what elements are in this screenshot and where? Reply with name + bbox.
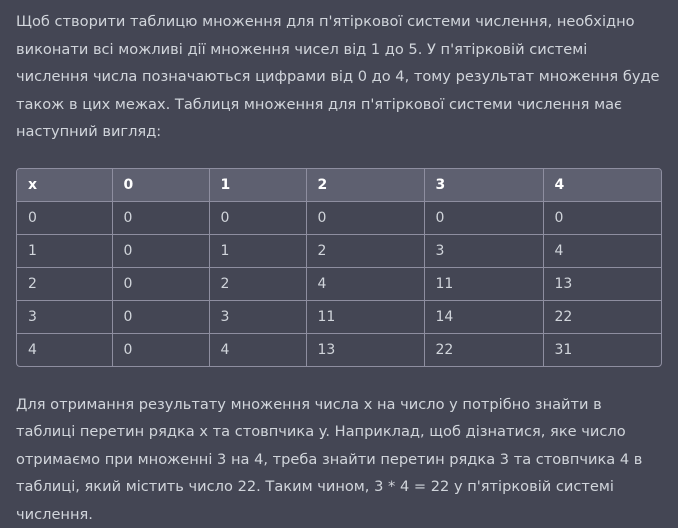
table-cell: 13	[306, 333, 424, 366]
header-cell: 0	[112, 169, 209, 202]
chat-message	[16, 8, 662, 528]
table-cell: 3	[17, 300, 112, 333]
intro-paragraph: Щоб створити таблицю множення для п'ятіркової системи числення, необхідно виконати всі можливі дії множення чисел від 1 до 5. У п'ятірковій системі числення числа позначаються цифрами від 0 до 4, тому результат множення буде також в цих межах. Таблиця множення для п'ятіркової системи числення має наступний вигляд:	[16, 8, 662, 146]
table-cell: 22	[424, 333, 543, 366]
table-cell: 13	[543, 267, 661, 300]
table-cell: 0	[17, 201, 112, 234]
table-cell: 0	[112, 234, 209, 267]
table-cell: 4	[306, 267, 424, 300]
table-cell: 3	[209, 300, 306, 333]
header-cell: 3	[424, 169, 543, 202]
header-cell: 1	[209, 169, 306, 202]
header-cell: x	[17, 169, 112, 202]
table-row	[17, 333, 661, 366]
table	[17, 169, 661, 366]
table-header-row	[17, 169, 661, 202]
table-cell: 1	[17, 234, 112, 267]
outro-paragraph: Для отримання результату множення числа x на число y потрібно знайти в таблиці перетин рядка x та стовпчика y. Наприклад, щоб дізнатися, яке число отримаємо при множенні 3 на 4, треба знайти перетин рядка 3 та стовпчика 4 в таблиці, який містить число 22. Таким чином, 3 * 4 = 22 у п'ятірковій системі числення.	[16, 391, 662, 528]
table-cell: 0	[112, 201, 209, 234]
table-cell: 22	[543, 300, 661, 333]
multiplication-table	[16, 168, 662, 367]
table-row	[17, 300, 661, 333]
table-cell: 2	[17, 267, 112, 300]
table-cell: 4	[543, 234, 661, 267]
table-cell: 31	[543, 333, 661, 366]
table-cell: 3	[424, 234, 543, 267]
table-cell: 14	[424, 300, 543, 333]
header-cell: 2	[306, 169, 424, 202]
table-cell: 2	[209, 267, 306, 300]
table-cell: 2	[306, 234, 424, 267]
table-cell: 0	[112, 300, 209, 333]
table-cell: 4	[209, 333, 306, 366]
table-row	[17, 201, 661, 234]
table-cell: 0	[209, 201, 306, 234]
table-cell: 0	[424, 201, 543, 234]
table-cell: 0	[112, 333, 209, 366]
header-cell: 4	[543, 169, 661, 202]
table-row	[17, 267, 661, 300]
table-cell: 11	[424, 267, 543, 300]
table-cell: 0	[543, 201, 661, 234]
table-cell: 11	[306, 300, 424, 333]
table-cell: 0	[112, 267, 209, 300]
table-cell: 1	[209, 234, 306, 267]
table-cell: 4	[17, 333, 112, 366]
table-row	[17, 234, 661, 267]
table-cell: 0	[306, 201, 424, 234]
